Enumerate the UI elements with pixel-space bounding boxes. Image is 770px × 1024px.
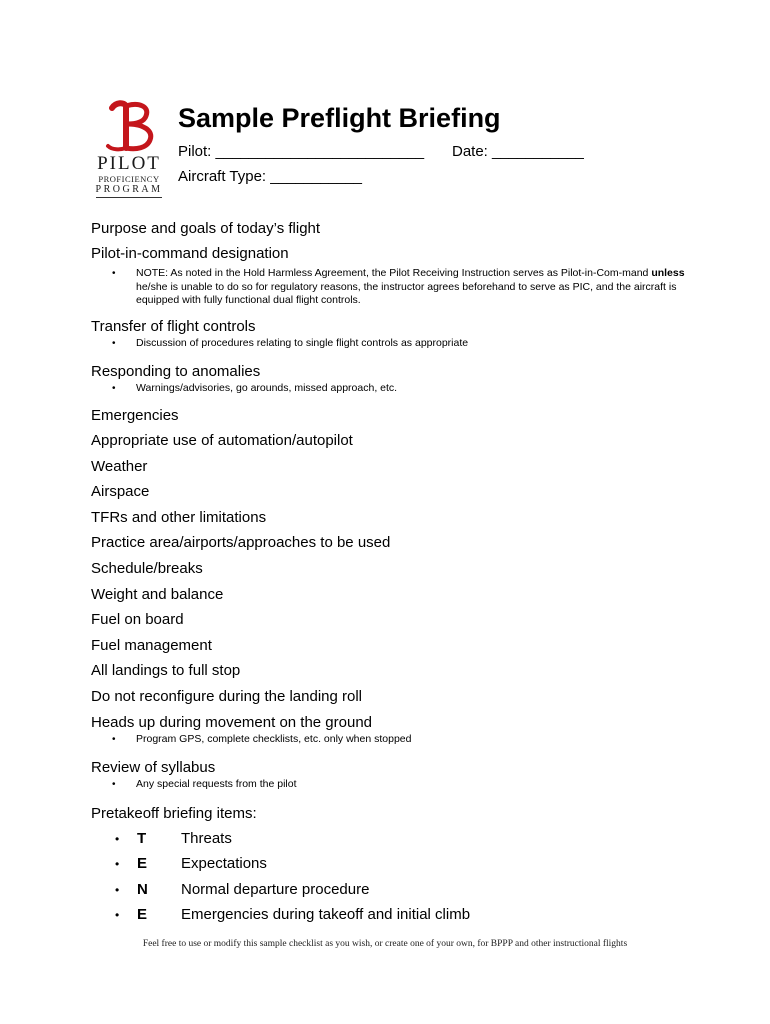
tene-list — [91, 829, 691, 931]
heads-up-note — [91, 733, 691, 747]
tene-letter: T — [137, 829, 147, 847]
aircraft-type-field[interactable]: Aircraft Type: ___________ — [178, 168, 363, 185]
item-tfrs: TFRs and other limitations — [91, 508, 267, 526]
logo-text-program: PROGRAM — [95, 184, 163, 195]
bullet-icon: • — [112, 383, 116, 394]
item-landings: All landings to full stop — [91, 662, 241, 680]
anomalies-note-text: Warnings/advisories, go arounds, missed approach, etc. — [136, 382, 398, 394]
anomalies-note — [91, 382, 691, 396]
tene-word: Expectations — [181, 855, 267, 873]
syllabus-note-text: Any special requests from the pilot — [136, 778, 297, 791]
tene-letter: E — [137, 855, 148, 873]
transfer-note — [91, 337, 691, 351]
logo-text-pilot: PILOT — [97, 153, 161, 174]
tene-item-threats — [91, 829, 691, 855]
pic-note-bold: unless — [651, 267, 685, 279]
item-heads-up: Heads up during movement on the ground — [91, 713, 373, 731]
pic-note — [91, 267, 691, 308]
tene-item-normal-departure — [91, 880, 691, 906]
date-field[interactable]: Date: ___________ — [452, 143, 584, 160]
pic-note-prefix: NOTE: As noted in the Hold Harmless Agreement, the Pilot Receiving Instruction serves as Pilot-in-Com-mand — [136, 267, 652, 279]
page-title: Sample Preflight Briefing — [178, 103, 501, 133]
item-fuel-management: Fuel management — [91, 636, 212, 654]
item-weight-balance: Weight and balance — [91, 585, 224, 603]
item-weather: Weather — [91, 457, 148, 475]
pic-note-suffix: he/she is unable to do so for regulatory reasons, the instructor agrees beforehand to serve as PIC, and the aircraft is equipped with fully functional dual flight controls. — [136, 280, 677, 306]
bppp-logo — [92, 100, 166, 200]
item-purpose: Purpose and goals of today’s flight — [91, 220, 321, 237]
item-schedule: Schedule/breaks — [91, 560, 203, 578]
tene-word: Threats — [181, 829, 232, 847]
tene-word: Emergencies during takeoff and initial climb — [181, 906, 471, 924]
item-pretakeoff: Pretakeoff briefing items: — [91, 804, 257, 822]
syllabus-note — [91, 778, 691, 792]
transfer-note-text: Discussion of procedures relating to single flight controls as appropriate — [136, 336, 469, 349]
briefing-checklist — [91, 216, 691, 931]
tene-item-emergencies — [91, 905, 691, 931]
bullet-icon: • — [115, 882, 120, 897]
logo-underline — [96, 197, 162, 198]
pilot-field[interactable]: Pilot: _________________________ — [178, 143, 425, 160]
item-anomalies: Responding to anomalies — [91, 363, 261, 380]
item-syllabus: Review of syllabus — [91, 759, 216, 777]
bullet-icon: • — [112, 337, 116, 349]
item-automation: Appropriate use of automation/autopilot — [91, 432, 353, 450]
bullet-icon: • — [112, 733, 116, 745]
bullet-icon: • — [112, 268, 116, 279]
tene-letter: N — [137, 880, 148, 898]
item-practice-area: Practice area/airports/approaches to be used — [91, 534, 391, 552]
item-emergencies: Emergencies — [91, 406, 179, 424]
item-fuel-on-board: Fuel on board — [91, 611, 184, 629]
footer-note: Feel free to use or modify this sample checklist as you wish, or create one of your own, for BPPP and other instructional flights — [142, 939, 628, 949]
item-airspace: Airspace — [91, 483, 150, 501]
item-transfer-controls: Transfer of flight controls — [91, 317, 256, 335]
logo-text-proficiency: PROFICIENCY — [98, 174, 160, 184]
bullet-icon: • — [115, 908, 120, 923]
heads-up-note-text: Program GPS, complete checklists, etc. only when stopped — [136, 732, 412, 745]
item-reconfigure: Do not reconfigure during the landing roll — [91, 688, 363, 706]
tene-word: Normal departure procedure — [181, 880, 370, 898]
tene-item-expectations — [91, 854, 691, 880]
bullet-icon: • — [115, 831, 120, 846]
bullet-icon: • — [112, 779, 116, 791]
item-pic-designation: Pilot-in-command designation — [91, 245, 289, 262]
bppp-logo-mark-icon — [102, 100, 156, 152]
tene-letter: E — [137, 906, 148, 924]
bullet-icon: • — [115, 857, 120, 872]
